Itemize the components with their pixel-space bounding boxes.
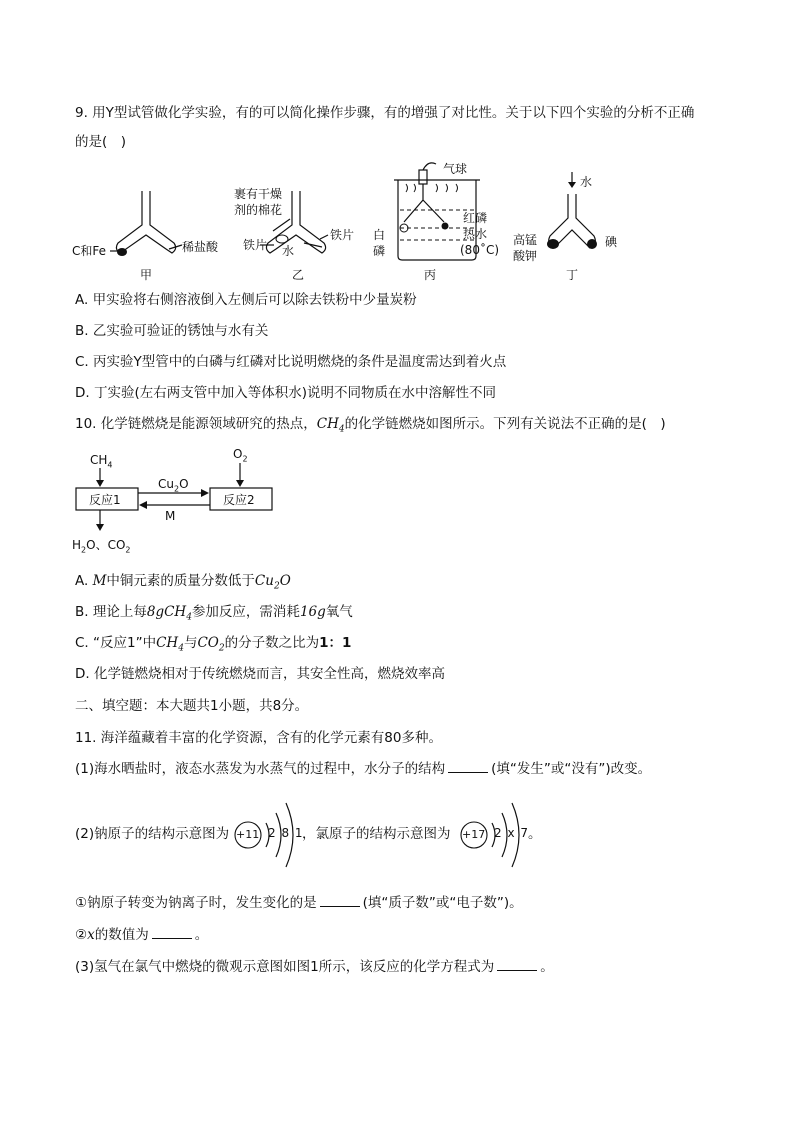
y-tube-jia-drawing (70, 185, 220, 280)
sodium-nucleus-label: +11 (236, 828, 260, 841)
bing-right-label-1: 红磷 (463, 211, 488, 225)
yi-caption: 乙 (292, 268, 305, 282)
q11-part1 (75, 760, 651, 778)
q10-stem-ch4: CH (316, 416, 339, 432)
ding-caption: 丁 (566, 268, 579, 282)
q10-b-prefix: B. 理论上每 (75, 604, 147, 620)
q11-sub2-marker: ② (75, 927, 88, 943)
q10-b-mass2: 16g (299, 604, 326, 620)
yi-top-label-1: 裹有干燥 (234, 187, 283, 201)
q11-part1-text-b: (填“发生”或“没有”)改变。 (491, 761, 652, 777)
diagram-m-label: M (165, 509, 176, 523)
q10-a-cu: Cu (254, 573, 274, 589)
yi-left-label: 铁片 (243, 238, 268, 252)
q11-sub1-answer-blank[interactable] (320, 894, 360, 907)
q11-sub2-x: x (87, 927, 95, 943)
o2-text: O (233, 447, 243, 461)
q10-c-and: 与 (183, 635, 198, 651)
yi-right-label: 铁片 (330, 228, 355, 242)
q11-sub1-text-b: (填“质子数”或“电子数”)。 (362, 895, 523, 911)
products-sub-1: 2 (81, 545, 87, 555)
q11-sub1 (75, 894, 523, 912)
diagram-products-label (72, 538, 131, 557)
q11-sub2-end: 。 (194, 927, 209, 943)
q9-option-b: B. 乙实验可验证的锈蚀与水有关 (75, 323, 269, 339)
bing-caption: 丙 (424, 268, 437, 282)
q10-a-m: M (92, 573, 107, 589)
bing-balloon-label: 气球 (443, 162, 468, 176)
yi-top-label-2: 剂的棉花 (234, 203, 283, 217)
q10-c-ch4: CH (156, 635, 179, 651)
diagram-o2-label (233, 447, 248, 466)
q11-stem: 11. 海洋蕴藏着丰富的化学资源，含有的化学元素有80多种。 (75, 730, 442, 746)
q10-a-o: O (279, 573, 291, 589)
jia-left-label: C和Fe (72, 244, 107, 258)
q10-option-a (75, 572, 291, 596)
q10-stem-part1: 10. 化学链燃烧是能源领域研究的热点， (75, 416, 317, 432)
q9-option-d: D. 丁实验(左右两支管中加入等体积水)说明不同物质在水中溶解性不同 (75, 385, 497, 401)
q10-c-prefix: C. “反应1”中 (75, 635, 157, 651)
q10-option-c (75, 634, 351, 658)
q10-b-suffix: 氧气 (325, 604, 353, 620)
bing-right-label-3: (80˚C) (460, 243, 500, 257)
q10-c-ratio: 1：1 (319, 635, 352, 651)
q10-stem (75, 415, 666, 439)
ding-left-label-1: 高锰 (513, 233, 538, 247)
bing-right-label-2: 热水 (463, 227, 488, 241)
q11-sub2-text: 的数值为 (94, 927, 149, 943)
ch4-text: CH (90, 453, 108, 467)
q10-a-sub: 2 (273, 581, 280, 592)
q11-part3-text-a: (3)氢气在氯气中燃烧的微观示意图如图1所示，该反应的化学方程式为 (75, 959, 495, 975)
jia-caption: 甲 (140, 268, 153, 282)
products-h: H (72, 538, 82, 552)
cu2o-text-b: O (179, 477, 189, 491)
yi-water-label: 水 (282, 244, 295, 258)
q10-c-text: 的分子数之比为 (224, 635, 320, 651)
bing-left-label-1: 白 (373, 228, 386, 242)
q9-stem-line2: 的是( ) (75, 134, 127, 150)
products-mid: O、CO (86, 538, 126, 552)
figure-jia (70, 185, 220, 280)
section-2-heading: 二、填空题：本大题共1小题，共8分。 (75, 698, 309, 714)
q11-part2-text-b: ，氯原子的结构示意图为 (302, 826, 451, 842)
q11-sub1-text-a: ①钠原子转变为钠离子时，发生变化的是 (75, 895, 317, 911)
q9-option-a: A. 甲实验将右侧溶液倒入左侧后可以除去铁粉中少量炭粉 (75, 292, 417, 308)
ding-right-label: 碘 (605, 235, 618, 249)
q9-option-c: C. 丙实验Y型管中的白磷与红磷对比说明燃烧的条件是温度需达到着火点 (75, 354, 507, 370)
diagram-cu2o-label (158, 477, 189, 496)
q11-part1-answer-blank[interactable] (448, 760, 488, 773)
ch4-subscript: 4 (107, 460, 113, 470)
cu2o-subscript: 2 (173, 484, 180, 494)
q11-sub2-answer-blank[interactable] (152, 926, 192, 939)
q11-sub2 (75, 926, 208, 944)
q10-b-text: 参加反应，需消耗 (191, 604, 300, 620)
diagram-box2-label: 反应2 (223, 493, 255, 507)
q11-part3 (75, 958, 554, 976)
q9-stem-line1: 9. 用Y型试管做化学实验，有的可以简化操作步骤，有的增强了对比性。关于以下四个实验的分析不正确 (75, 105, 695, 121)
q10-b-sub: 4 (186, 612, 192, 623)
q11-part3-end: 。 (540, 959, 554, 975)
q10-c-sub2: 2 (218, 643, 225, 654)
q10-stem-ch4-sub: 4 (338, 424, 345, 435)
sodium-shell-electrons: 2 8 1 (268, 826, 304, 840)
q10-c-sub1: 4 (178, 643, 184, 654)
q11-part2-text-c: 。 (528, 826, 542, 842)
q10-c-co2: CO (197, 635, 219, 651)
q10-a-text: 中铜元素的质量分数低于 (106, 573, 255, 589)
q10-a-prefix: A. (75, 573, 93, 589)
products-sub-2: 2 (125, 545, 131, 555)
o2-subscript: 2 (242, 454, 248, 464)
bing-left-label-2: 磷 (373, 244, 386, 258)
ding-top-label: 水 (580, 175, 593, 189)
chlorine-shell-electrons: 2 x 7 (494, 826, 529, 840)
diagram-ch4-label (90, 453, 113, 472)
q10-option-d: D. 化学链燃烧相对于传统燃烧而言，其安全性高，燃烧效率高 (75, 666, 445, 682)
q11-part3-answer-blank[interactable] (497, 958, 537, 971)
q11-part1-text-a: (1)海水晒盐时，液态水蒸发为水蒸气的过程中，水分子的结构 (75, 761, 446, 777)
q10-stem-part2: 的化学链燃烧如图所示。下列有关说法不正确的是( ) (344, 416, 666, 432)
jia-right-label: 稀盐酸 (182, 240, 219, 254)
chlorine-nucleus-label: +17 (462, 828, 486, 841)
diagram-box1-label: 反应1 (89, 493, 121, 507)
cu2o-text-a: Cu (158, 477, 174, 491)
q10-option-b (75, 603, 353, 627)
ding-left-label-2: 酸钾 (513, 249, 538, 263)
q10-b-mass: 8gCH (146, 604, 187, 620)
q11-part2-text-a: (2)钠原子的结构示意图为 (75, 826, 230, 842)
